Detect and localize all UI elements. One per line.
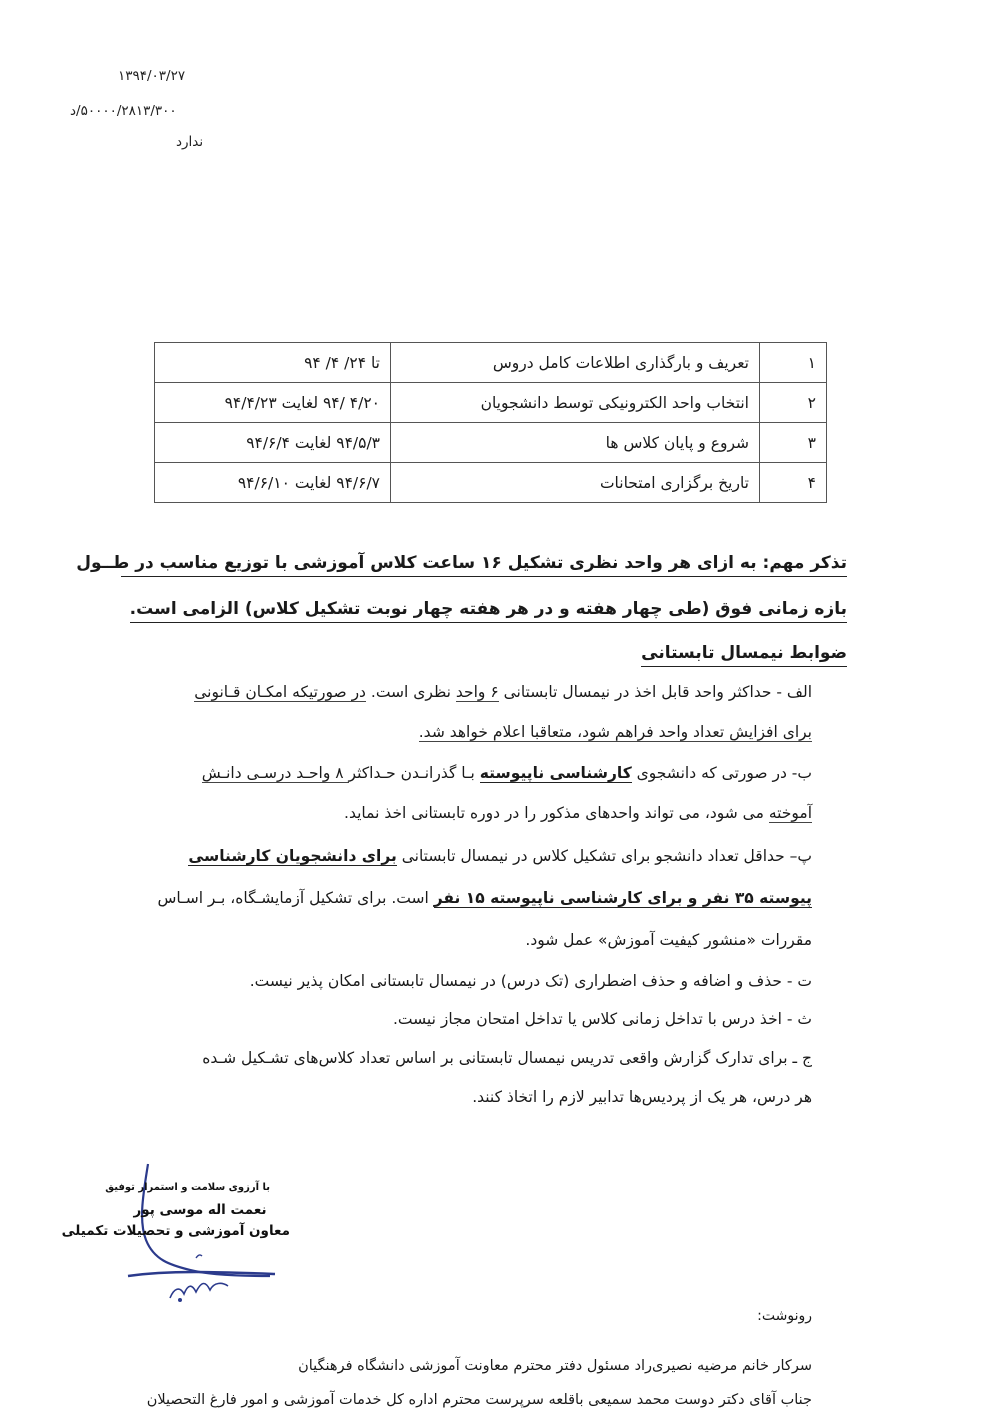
row-number: ۳ — [760, 423, 827, 463]
rule-underlined: ۶ واحد — [455, 683, 499, 701]
rule-pe-line-3: مقررات «منشور کیفیت آموزش» عمل شود. — [525, 931, 812, 949]
rule-underlined: در صورتیکه امکـان قـانونی — [194, 683, 366, 701]
rule-te: ت - حذف و اضافه و حذف اضطراری (تک درس) در نیمسال تابستانی امکان پذیر نیست. — [249, 972, 812, 990]
important-note-line-2: بازه زمانی فوق (طی چهار هفته و در هر هفته چهار نوبت تشکیل کلاس) الزامی است. — [130, 596, 847, 623]
signature-block — [61, 1160, 310, 1305]
important-note-line-1: تذکر مهم: به ازای هر واحد نظری تشکیل ۱۶ ساعت کلاس آموزشی با توزیع مناسب در طــول — [121, 550, 847, 577]
row-date: ۹۴/۶/۷ لغایت ۹۴/۶/۱۰ — [155, 463, 391, 503]
row-date: تا ۲۴/ ۴/ ۹۴ — [155, 343, 391, 383]
row-description: تعریف و بارگذاری اطلاعات کامل دروس — [391, 343, 760, 383]
row-number: ۴ — [760, 463, 827, 503]
letter-number: ۵۰۰۰۰/۲۸۱۳/۳۰۰/د — [70, 103, 177, 119]
signatory-name: نعمت اله موسی پور — [133, 1202, 267, 1218]
rule-text: است. برای تشکیل آزمایشـگاه، بـر اسـاس — [157, 889, 434, 907]
signature-wish: با آرزوی سلامت و استمرار توفیق — [105, 1182, 270, 1193]
letter-date: ۱۳۹۴/۰۳/۲۷ — [118, 68, 186, 84]
table-row — [155, 463, 827, 503]
rule-text: می شود، می تواند واحدهای مذکور را در دوره تابستانی اخذ نماید. — [344, 804, 769, 822]
rule-jim-line-1: ج ـ برای تدارک گزارش واقعی تدریس نیمسال تابستانی بر اساس تعداد کلاس‌های تشـکیل شـده — [202, 1049, 812, 1067]
rule-text: ب- در صورتی که دانشجوی — [631, 764, 812, 782]
row-number: ۱ — [760, 343, 827, 383]
rule-underlined: ۸ واحـد درسـی دانـش — [201, 764, 349, 782]
table-row — [155, 383, 827, 423]
rules-title: ضوابط نیمسال تابستانی — [641, 640, 847, 667]
rule-bold-underlined: کارشناسی ناپیوسته — [479, 764, 632, 782]
rule-alef-line-1 — [194, 681, 812, 703]
row-date: ۹۴/۵/۳ لغایت ۹۴/۶/۴ — [155, 423, 391, 463]
rule-bold-underlined: برای دانشجویان کارشناسی — [188, 847, 397, 865]
row-description: شروع و پایان کلاس ها — [391, 423, 760, 463]
letter-attachment: ندارد — [176, 134, 204, 150]
schedule-table — [154, 342, 827, 503]
rule-se: ث - اخذ درس با تداخل زمانی کلاس یا تداخل امتحان مجاز نیست. — [392, 1010, 812, 1028]
rule-alef-line-2 — [419, 721, 812, 743]
rule-be-line-1 — [202, 762, 812, 784]
row-number: ۲ — [760, 383, 827, 423]
rule-be-line-2 — [344, 802, 812, 824]
rule-text: بـا گذرانـدن حـداکثر — [348, 764, 480, 782]
rule-pe-line-1 — [188, 845, 812, 867]
rule-text: نظری است. — [365, 683, 456, 701]
rule-text: پ– حداقل تعداد دانشجو برای تشکیل کلاس در نیمسال تابستانی — [396, 847, 812, 865]
rule-underlined: برای افزایش تعداد واحد فراهم شود، متعاقبا اعلام خواهد شد. — [418, 723, 812, 741]
row-description: انتخاب واحد الکترونیکی توسط دانشجویان — [391, 383, 760, 423]
table-row — [155, 423, 827, 463]
cc-label: رونوشت: — [757, 1308, 812, 1324]
cc-item: سرکار خانم مرضیه نصیری‌راد مسئول دفتر محترم معاونت آموزشی دانشگاه فرهنگیان — [298, 1358, 812, 1374]
cc-item: جناب آقای دکتر دوست محمد سمیعی باقلعه سرپرست محترم اداره کل خدمات آموزشی و امور فارغ التحصیلان — [146, 1392, 812, 1408]
rule-pe-line-2 — [158, 887, 812, 909]
rule-text: الف - حداکثر واحد قابل اخذ در نیمسال تابستانی — [498, 683, 812, 701]
rule-underlined: آموخته — [768, 804, 812, 822]
row-date: ۴/۲۰ /۹۴ لغایت ۹۴/۴/۲۳ — [155, 383, 391, 423]
rule-jim-line-2: هر درس، هر یک از پردیس‌ها تدابیر لازم را اتخاذ کنند. — [472, 1088, 812, 1106]
rule-bold-underlined: پیوسته ۳۵ نفر و برای کارشناسی ناپیوسته ۱۵ نفر — [433, 889, 812, 907]
table-row — [155, 343, 827, 383]
signatory-title: معاون آموزشی و تحصیلات تکمیلی — [61, 1223, 290, 1239]
row-description: تاریخ برگزاری امتحانات — [391, 463, 760, 503]
